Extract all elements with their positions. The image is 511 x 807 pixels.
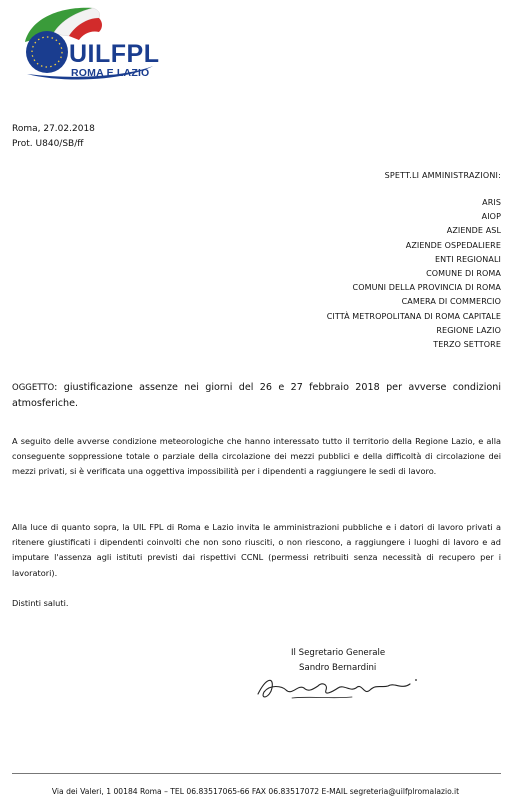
- closing-greeting: Distinti saluti.: [12, 598, 69, 608]
- logo-brand-text: UILFPL: [69, 40, 160, 68]
- recipient-item: ARIS: [482, 198, 501, 207]
- subject-lead: OGGETTO: [12, 383, 55, 393]
- recipients-title: SPETT.LI AMMINISTRAZIONI:: [384, 171, 501, 180]
- body-paragraph-2: Alla luce di quanto sopra, la UIL FPL di Roma e Lazio invita le amministrazioni pubbliche e i datori di lavoro privati a ritenere giustificati i dipendenti coinvolti che non sono riusciti, o non riescono, a raggiungere i luoghi di lavoro e ad imputare l'assenza agli istituti previsti dai rispettivi CCNL (permessi retribuiti senza necessità di recupero per i lavoratori).: [12, 522, 501, 578]
- recipient-item: AZIENDE ASL: [446, 226, 501, 236]
- handwritten-signature: [252, 668, 422, 704]
- recipient-item: CITTÀ METROPOLITANA DI ROMA CAPITALE: [326, 311, 501, 321]
- recipients-list: [327, 196, 501, 352]
- subject-text: : giustificazione assenze nei giorni del 26 e 27 febbraio 2018 per avverse condizioni atmosferiche.: [12, 382, 501, 409]
- recipient-item: TERZO SETTORE: [433, 340, 501, 350]
- recipient-item: CAMERA DI COMMERCIO: [401, 297, 501, 307]
- document-date: Roma, 27.02.2018: [12, 124, 95, 134]
- subject-line: [12, 380, 501, 411]
- recipient-item: COMUNE DI ROMA: [426, 269, 501, 279]
- signatory-name: Sandro Bernardini: [299, 663, 377, 673]
- footer-contact: Via dei Valeri, 1 00184 Roma – TEL 06.83517065-66 FAX 06.83517072 E-MAIL segreteria@uilfplromalazio.it: [51, 787, 460, 796]
- body-paragraph-1: A seguito delle avverse condizione meteorologiche che hanno interessato tutto il territorio della Regione Lazio, e alla conseguente soppressione totale o parziale della circolazione dei mezzi pubblici e della difficoltà di circolazione dei mezzi privati, si è verificata una oggettiva impossibilità per i dipendenti a raggiungere le sedi di lavoro.: [12, 436, 501, 477]
- logo-subtitle: ROMA E LAZIO: [71, 67, 150, 79]
- uilfpl-logo: [17, 4, 160, 84]
- recipient-item: AIOP: [481, 212, 501, 222]
- recipient-item: AZIENDE OSPEDALIERE: [405, 240, 501, 250]
- document-meta: [12, 122, 95, 152]
- recipient-item: COMUNI DELLA PROVINCIA DI ROMA: [352, 283, 501, 293]
- signatory-role: Il Segretario Generale: [291, 648, 386, 658]
- recipient-item: ENTI REGIONALI: [435, 254, 501, 264]
- recipient-item: REGIONE LAZIO: [436, 325, 501, 335]
- footer-divider: [12, 773, 501, 774]
- protocol-number: Prot. U840/SB/ff: [12, 139, 84, 149]
